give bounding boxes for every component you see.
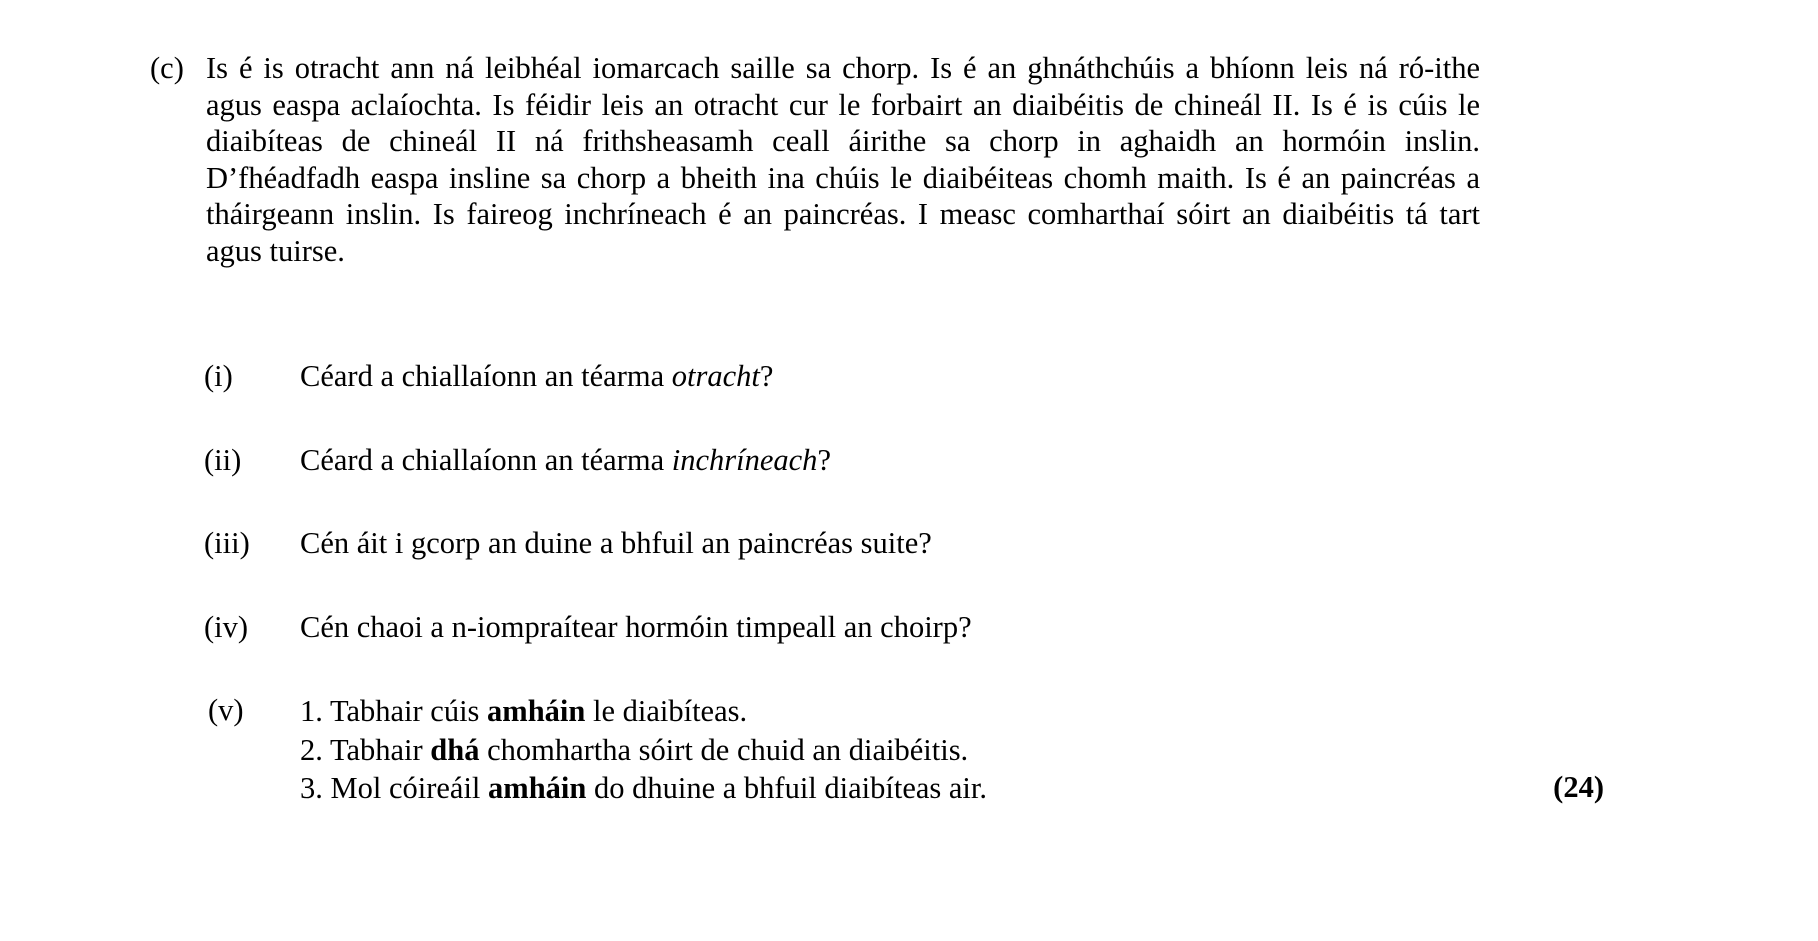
question-term-i: otracht bbox=[671, 359, 760, 393]
question-item-iii bbox=[204, 525, 1604, 562]
question-v-line-2-prefix: 2. Tabhair bbox=[300, 732, 431, 767]
question-v-line-3 bbox=[300, 769, 1604, 808]
question-text-i-before: Céard a chiallaíonn an téarma bbox=[300, 359, 672, 393]
part-label: (c) bbox=[150, 51, 184, 85]
question-item-i bbox=[204, 358, 1604, 395]
part-c-block bbox=[150, 50, 1480, 269]
question-item-ii bbox=[204, 442, 1604, 479]
question-list bbox=[204, 358, 1604, 808]
question-v-line-2-bold: dhá bbox=[430, 732, 480, 767]
question-v-line-1-prefix: 1. Tabhair cúis bbox=[300, 694, 488, 728]
marks-allocation: (24) bbox=[1553, 770, 1604, 804]
question-v-line-2-suffix: chomhartha sóirt de chuid an diaibéitis. bbox=[479, 732, 969, 767]
question-v-line-1-bold: amháin bbox=[487, 694, 586, 728]
question-v-line-3-bold: amháin bbox=[488, 771, 587, 805]
question-number-iv: (iv) bbox=[204, 609, 249, 644]
question-text-ii-after: ? bbox=[817, 442, 831, 477]
question-text-iii-before: Cén áit i gcorp an duine a bhfuil an paincréas suite? bbox=[300, 526, 932, 560]
question-number-v: (v) bbox=[208, 693, 244, 727]
part-paragraph: Is é is otracht ann ná leibhéal iomarcach saille sa chorp. Is é an ghnáthchúis a bhíonn leis ná ró-ithe agus easpa aclaíochta. Is féidir leis an otracht cur le forbairt an diaibéitis de chineál II. Is é is cúis le diaibíteas de chineál II ná frithsheasamh ceall áirithe sa chorp in aghaidh an hormóin inslin. D’fhéadfadh easpa insline sa chorp a bheith ina chúis le diaibéiteas chomh maith. Is é an paincréas a tháirgeann inslin. Is faireog inchríneach é an paincréas. I measc comharthaí sóirt an diaibéitis tá tart agus tuirse. bbox=[206, 51, 1480, 268]
question-number-iii: (iii) bbox=[204, 526, 250, 560]
question-text-ii bbox=[300, 442, 1604, 479]
question-text-i bbox=[300, 358, 1604, 395]
question-text-ii-before: Céard a chiallaíonn an téarma bbox=[300, 442, 672, 477]
question-item-iv bbox=[204, 609, 1604, 646]
question-text-iv bbox=[300, 609, 1604, 646]
question-v-line-1-suffix: le diaibíteas. bbox=[585, 694, 748, 728]
question-v-line-3-prefix: 3. Mol cóireáil bbox=[300, 771, 489, 805]
question-number-i: (i) bbox=[204, 359, 233, 393]
question-item-v bbox=[204, 692, 1604, 808]
question-number-ii: (ii) bbox=[204, 442, 242, 477]
question-v-line-2 bbox=[300, 731, 1604, 770]
question-v-line-3-suffix: do dhuine a bhfuil diaibíteas air. bbox=[586, 771, 987, 805]
question-text-i-after: ? bbox=[759, 359, 774, 393]
question-v-line-1 bbox=[300, 692, 1604, 731]
question-v-sublist bbox=[300, 692, 1604, 808]
question-term-ii: inchríneach bbox=[671, 442, 818, 477]
question-text-iii bbox=[300, 525, 1604, 562]
question-text-iv-before: Cén chaoi a n-iompraítear hormóin timpeall an choirp? bbox=[300, 609, 972, 644]
